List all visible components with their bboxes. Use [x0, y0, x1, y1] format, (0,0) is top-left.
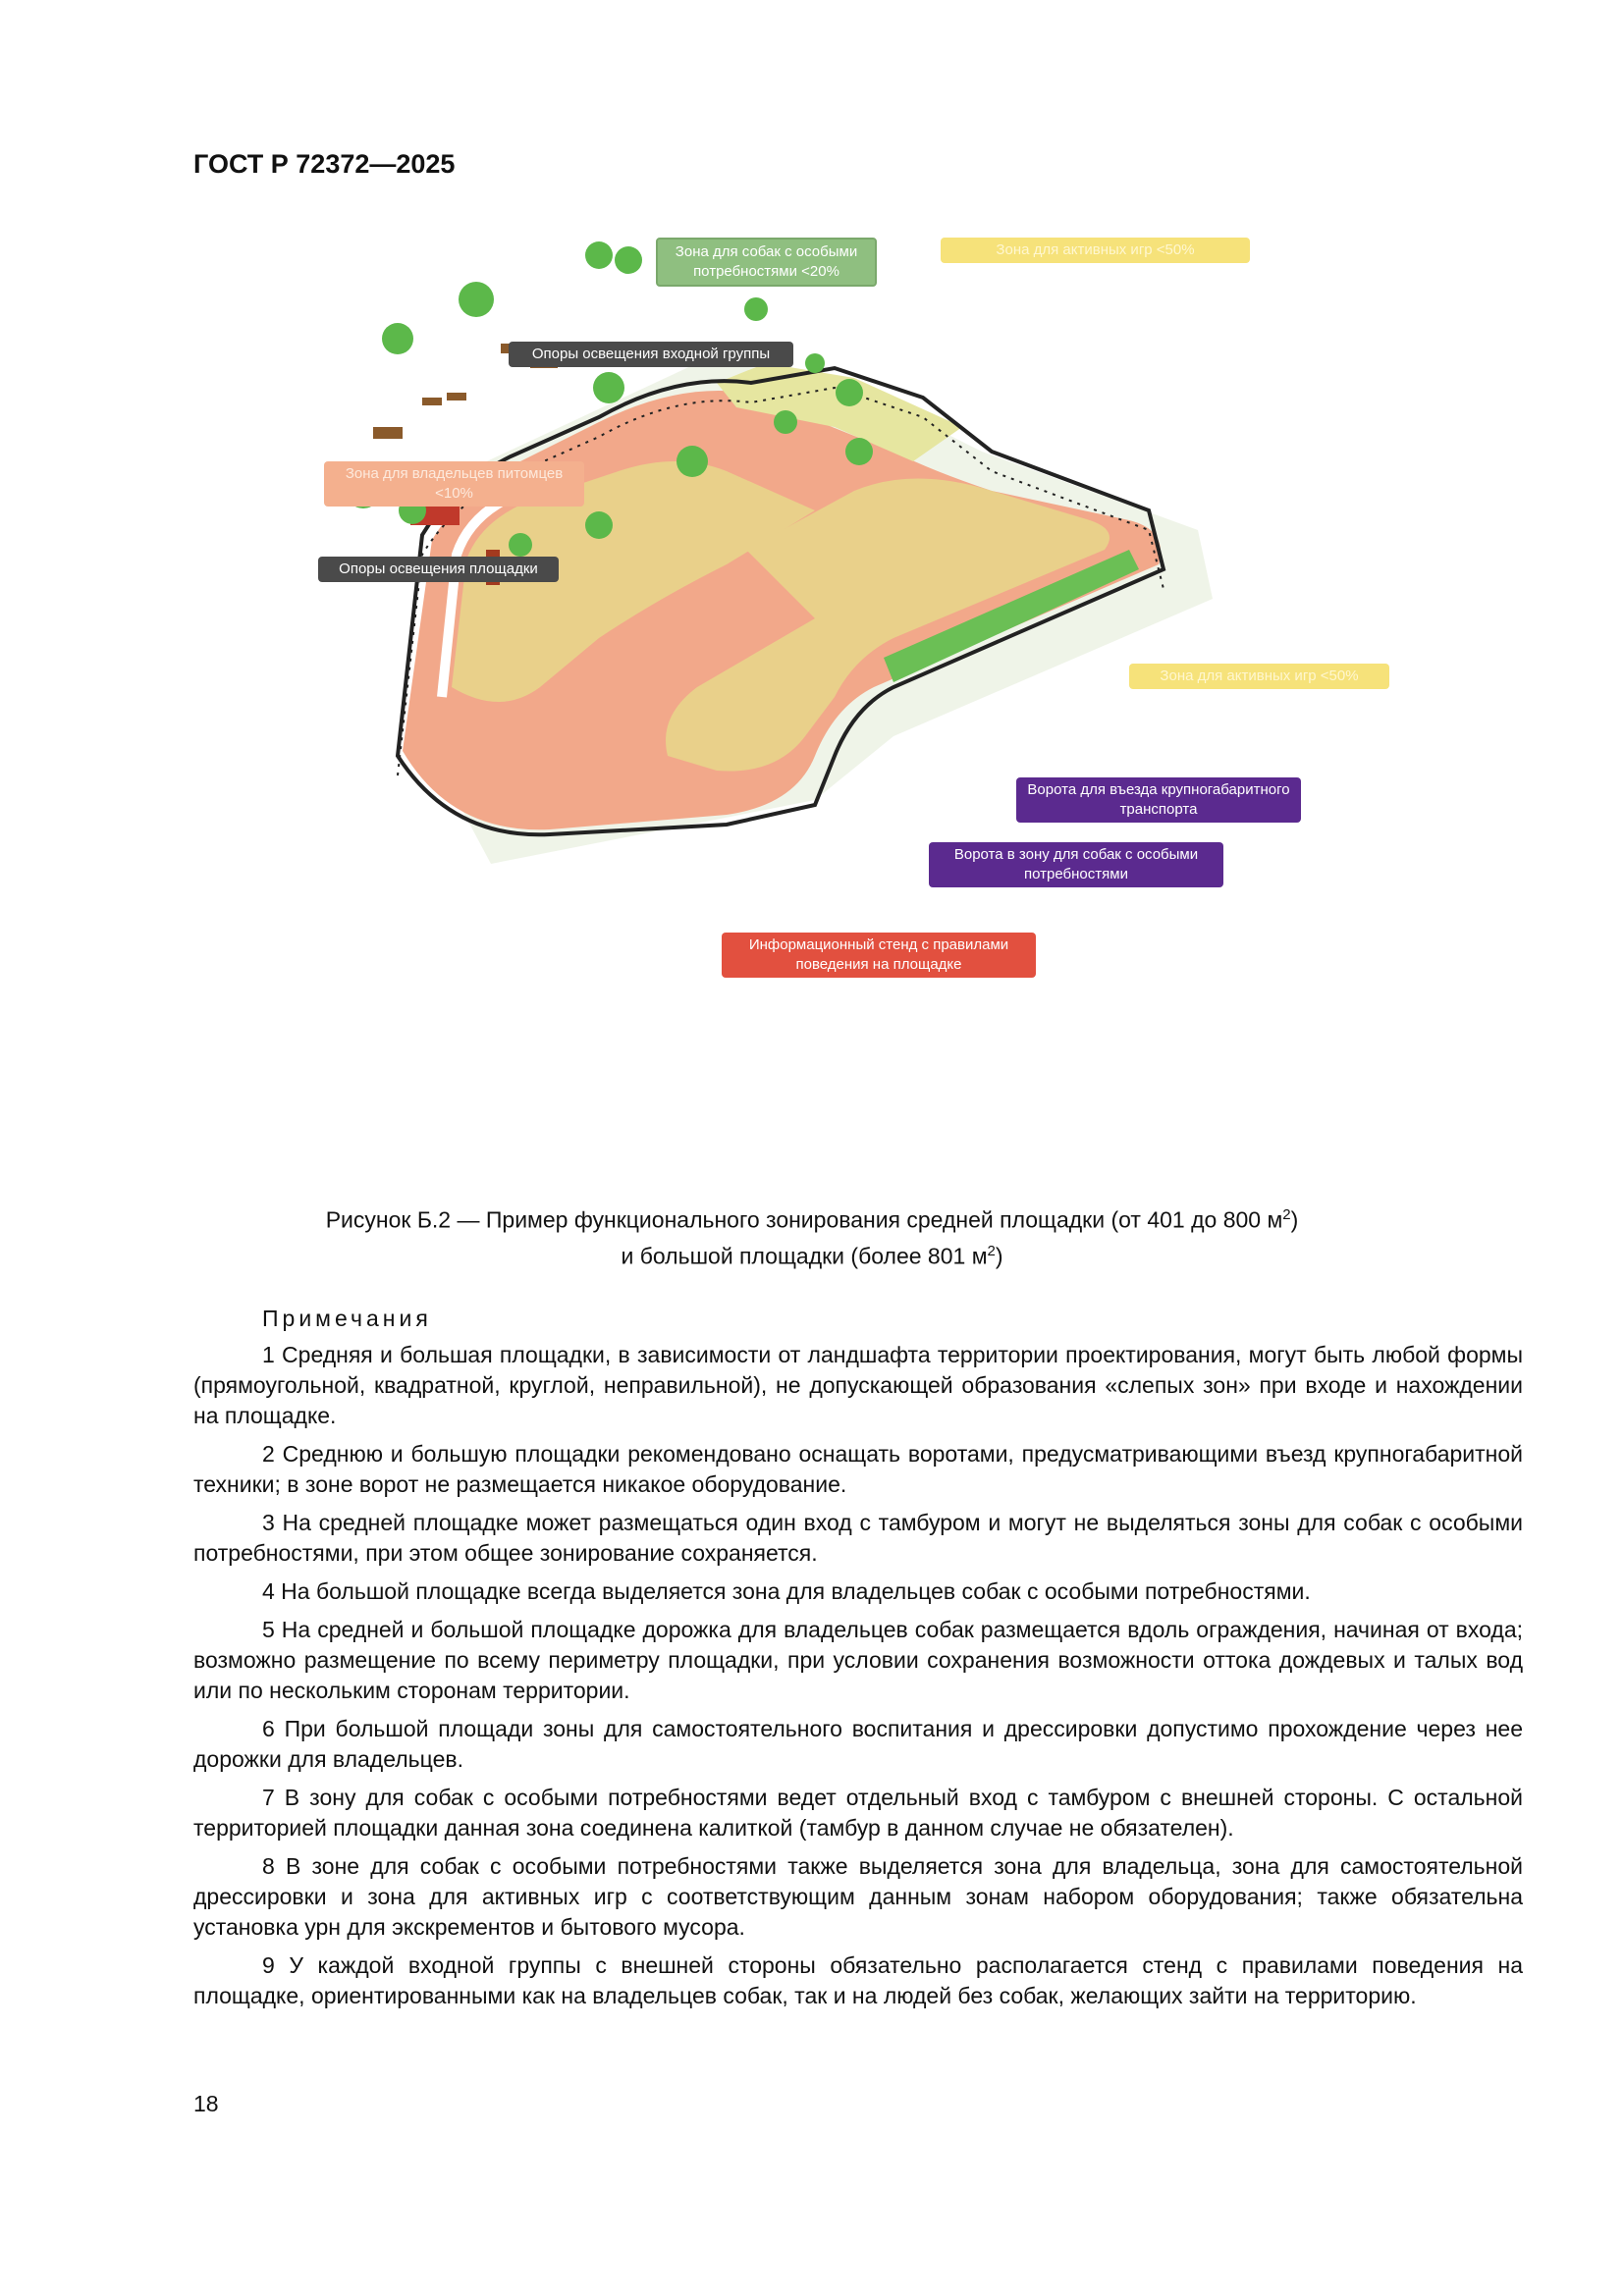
label-special-zone: Зона для собак с особыми потребностями <20% — [656, 238, 877, 287]
caption-line-2-text: и большой площадки (более 801 м — [621, 1243, 988, 1269]
caption-line-1-text: Рисунок Б.2 — Пример функционального зонирования средней площадки (от 401 до 800 м — [325, 1206, 1283, 1233]
note-item: 8 В зоне для собак с особыми потребностями также выделяется зона для владельца, зона для самостоятельной дрессировки и зона для активных игр с соответствующим данным зонам набором оборудования; также обязательна установка урн для экскрементов и бытового мусора. — [193, 1853, 1523, 1940]
label-active-right: Зона для активных игр <50% — [1129, 664, 1389, 689]
label-active-top: Зона для активных игр <50% — [941, 238, 1250, 263]
figure-caption — [193, 1200, 1431, 1271]
note-item: 9 У каждой входной группы с внешней стороны обязательно располагается стенд с правилами поведения на площадке, ориентированными как на владельцев собак, так и на людей без собак, желающих зайти на территорию. — [193, 1952, 1523, 2008]
label-owner-zone: Зона для владельцев питомцев <10% — [324, 461, 584, 507]
document-header: ГОСТ Р 72372—2025 — [193, 149, 456, 179]
note-item: 2 Среднюю и большую площадки рекомендовано оснащать воротами, предусматривающими въезд крупногабаритной техники; в зоне ворот не размещается никакое оборудование. — [193, 1441, 1523, 1497]
caption-line-2-suffix: ) — [995, 1243, 1003, 1269]
caption-line-2-sup: 2 — [987, 1242, 996, 1259]
note-item: 5 На средней и большой площадке дорожка для владельцев собак размещается вдоль ограждения, начиная от входа; возможно размещение по всему периметру площадки, при условии сохранения возможности оттока дождевых и талых вод или по нескольким сторонам территории. — [193, 1617, 1523, 1703]
caption-line-1-suffix: ) — [1290, 1206, 1299, 1233]
page-number: 18 — [193, 2091, 219, 2116]
notes-section — [193, 1304, 1523, 2019]
note-item: 3 На средней площадке может размещаться один вход с тамбуром и могут не выделяться зоны для собак с особыми потребностями, при этом общее зонирование сохраняется. — [193, 1510, 1523, 1566]
label-vehicle-gate: Ворота для въезда крупногабаритного транспорта — [1016, 777, 1301, 823]
zoning-figure — [304, 226, 1394, 1001]
label-entrance-lights: Опоры освещения входной группы — [509, 342, 793, 367]
site-illustration — [304, 226, 1394, 1001]
label-special-gate: Ворота в зону для собак с особыми потребностями — [929, 842, 1223, 887]
note-item: 1 Средняя и большая площадки, в зависимости от ландшафта территории проектирования, могут быть любой формы (прямоугольной, квадратной, круглой, неправильной), не допускающей образования «слепых зон» при входе и нахождении на площадке. — [193, 1342, 1523, 1428]
label-info-stand: Информационный стенд с правилами поведения на площадке — [722, 933, 1036, 978]
caption-line-1 — [193, 1200, 1431, 1236]
label-area-lights: Опоры освещения площадки — [318, 557, 559, 582]
note-item: 6 При большой площади зоны для самостоятельного воспитания и дрессировки допустимо прохождение через нее дорожки для владельцев. — [193, 1716, 1523, 1772]
caption-line-1-sup: 2 — [1282, 1206, 1291, 1223]
caption-line-2 — [193, 1236, 1431, 1272]
note-item: 4 На большой площадке всегда выделяется зона для владельцев собак с особыми потребностями. — [262, 1578, 1311, 1604]
notes-title: Примечания — [262, 1306, 432, 1331]
note-item: 7 В зону для собак с особыми потребностями ведет отдельный вход с тамбуром с внешней стороны. С остальной территорией площадки данная зона соединена калиткой (тамбур в данном случае не обязателен). — [193, 1785, 1523, 1841]
